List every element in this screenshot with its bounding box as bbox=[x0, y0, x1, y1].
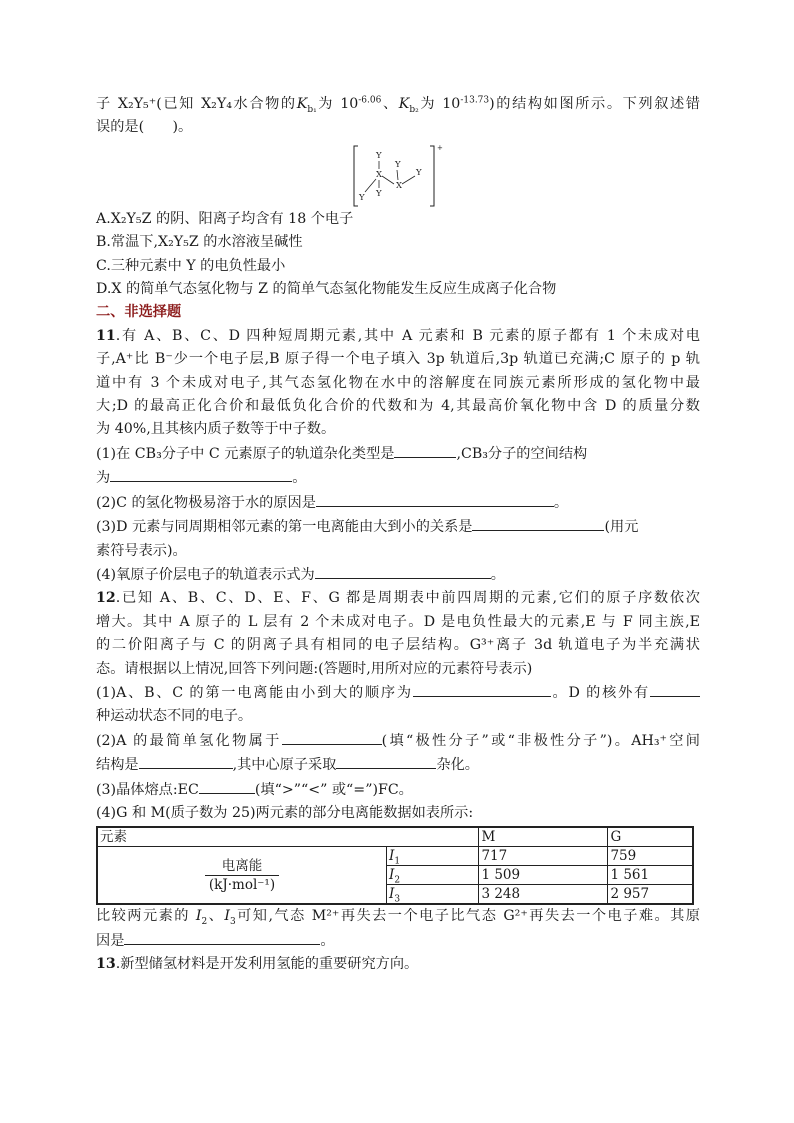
table-cell: $I_1$ bbox=[387, 847, 479, 866]
q11-part4: (4)氧原子价层电子的轨道表示式为 。 bbox=[96, 563, 700, 587]
q11-part2: (2)C 的氢化物极易溶于水的原因是 。 bbox=[96, 491, 700, 515]
q10-stem-line1: 子 X₂Y₅⁺(已知 X₂Y₄水合物的$K_{b_1}$为 $10^{-6.06}$、$K_{b_2}$为 $10^{-13.73}$)的结构如图所示。下列叙述错 bbox=[96, 95, 700, 115]
q11-stem-line3: 道中有 3 个未成对电子,其气态氢化物在水中的溶解度在同族元素所形成的氢化物中最 bbox=[96, 374, 700, 391]
q10-option-c: C.三种元素中 Y 的电负性最小 bbox=[96, 257, 286, 274]
answer-blank[interactable] bbox=[472, 515, 604, 531]
table-cell: 717 bbox=[479, 847, 608, 866]
table-cell: $I_3$ bbox=[387, 885, 479, 905]
answer-blank[interactable] bbox=[124, 929, 320, 945]
answer-blank[interactable] bbox=[315, 563, 491, 579]
q12-compare-line2: 因是 。 bbox=[96, 929, 700, 953]
answer-blank[interactable] bbox=[139, 753, 233, 769]
table-header-row bbox=[97, 827, 693, 847]
structure-atom: Y bbox=[359, 192, 365, 203]
q12-part1: (1)A、B、C 的第一电离能由小到大的顺序为 。D 的核外有 bbox=[96, 681, 700, 705]
structure-atom: Y bbox=[416, 167, 422, 178]
q12-part2-cont: 结构是 ,其中心原子采取 杂化。 bbox=[96, 753, 700, 777]
structure-atom: Y bbox=[376, 150, 382, 161]
q12-stem-line3: 的二价阳离子与 C 的阴离子具有相同的电子层结构。G³⁺离子 3d 轨道电子为半充满状 bbox=[96, 637, 700, 654]
structure-atom: Y bbox=[395, 159, 401, 170]
table-cell: 3 248 bbox=[479, 885, 608, 905]
q10-stem-line2: 误的是( )。 bbox=[96, 119, 193, 136]
row-label-cell bbox=[97, 847, 387, 905]
q12-part2: (2)A 的最简单氢化物属于 (填“极性分子”或“非极性分子”)。AH₃⁺空间 bbox=[96, 729, 700, 753]
q10-option-a: A.X₂Y₅Z 的阴、阳离子均含有 18 个电子 bbox=[96, 210, 354, 227]
table-cell: 759 bbox=[608, 847, 693, 866]
structure-charge: + bbox=[437, 143, 443, 152]
table-cell: $I_2$ bbox=[387, 866, 479, 885]
ionization-energy-table bbox=[96, 826, 694, 905]
q11-stem-line5: 为 40%,且其核内质子数等于中子数。 bbox=[96, 421, 336, 438]
q13-stem: 13.新型储氢材料是开发利用氢能的重要研究方向。 bbox=[96, 956, 419, 973]
q12-stem-line1: 12.已知 A、B、C、D、E、F、G 都是周期表中前四周期的元素,它们的原子序数依次 bbox=[96, 590, 700, 607]
q10-option-d: D.X 的简单气态氢化物与 Z 的简单气态氢化物能发生反应生成离子化合物 bbox=[96, 281, 557, 298]
q12-compare-line: 比较两元素的 $I_2$、$I_3$可知,气态 M²⁺再失去一个电子比气态 G²⁺再失去一个电子难。其原 bbox=[96, 908, 700, 928]
q12-stem-line2: 增大。其中 A 原子的 L 层有 2 个未成对电子。D 是电负性最大的元素,E 与 F 同主族,E bbox=[96, 613, 700, 630]
q11-part1-cont: 为 。 bbox=[96, 466, 700, 490]
ion-structure-diagram bbox=[96, 140, 700, 208]
table-row bbox=[97, 847, 693, 866]
section-heading: 二、非选择题 bbox=[96, 304, 182, 321]
structure-atom: Y bbox=[376, 188, 382, 199]
answer-blank[interactable] bbox=[394, 442, 456, 458]
answer-blank[interactable] bbox=[316, 491, 554, 507]
document-page bbox=[96, 93, 700, 977]
q12-part4: (4)G 和 M(质子数为 25)两元素的部分电离能数据如表所示: bbox=[96, 804, 474, 821]
answer-blank[interactable] bbox=[650, 681, 700, 697]
table-header-cell: G bbox=[608, 827, 693, 847]
structure-atom: X bbox=[376, 169, 383, 180]
q11-stem-line1: 11.有 A、B、C、D 四种短周期元素,其中 A 元素和 B 元素的原子都有 1 个未成对电 bbox=[96, 327, 700, 344]
table-header-cell: M bbox=[479, 827, 608, 847]
q12-stem-line4: 态。请根据以上情况,回答下列问题:(答题时,用所对应的元素符号表示) bbox=[96, 660, 533, 677]
unit-fraction: $\frac{\text{电离能}}{\text{(kJ·mol⁻¹)}}$ bbox=[205, 857, 279, 894]
table-header-cell: 元素 bbox=[97, 827, 479, 847]
q11-part3: (3)D 元素与同周期相邻元素的第一电离能由大到小的关系是 (用元 bbox=[96, 515, 700, 539]
answer-blank[interactable] bbox=[199, 778, 255, 794]
table-cell: 1 561 bbox=[608, 866, 693, 885]
q11-part1: (1)在 CB₃分子中 C 元素原子的轨道杂化类型是 ,CB₃分子的空间结构 bbox=[96, 442, 700, 466]
table-cell: 1 509 bbox=[479, 866, 608, 885]
answer-blank[interactable] bbox=[413, 681, 551, 697]
table-cell: 2 957 bbox=[608, 885, 693, 905]
q11-stem-line2: 子,A⁺比 B⁻少一个电子层,B 原子得一个电子填入 3p 轨道后,3p 轨道已充满;C 原子的 p 轨 bbox=[96, 351, 700, 368]
q10-option-b: B.常温下,X₂Y₅Z 的水溶液呈碱性 bbox=[96, 234, 303, 251]
answer-blank[interactable] bbox=[336, 753, 436, 769]
q11-stem-line4: 大;D 的最高正化合价和最低负化合价的代数和为 4,其最高价氧化物中含 D 的质量分数 bbox=[96, 398, 700, 415]
answer-blank[interactable] bbox=[110, 466, 292, 482]
q11-part3-cont: 素符号表示)。 bbox=[96, 542, 187, 559]
q12-part1-cont: 种运动状态不同的电子。 bbox=[96, 708, 253, 725]
answer-blank[interactable] bbox=[282, 729, 382, 745]
structure-atom: X bbox=[396, 180, 403, 191]
q12-part3: (3)晶体熔点:EC (填“>”“<” 或“=”)FC。 bbox=[96, 778, 700, 802]
